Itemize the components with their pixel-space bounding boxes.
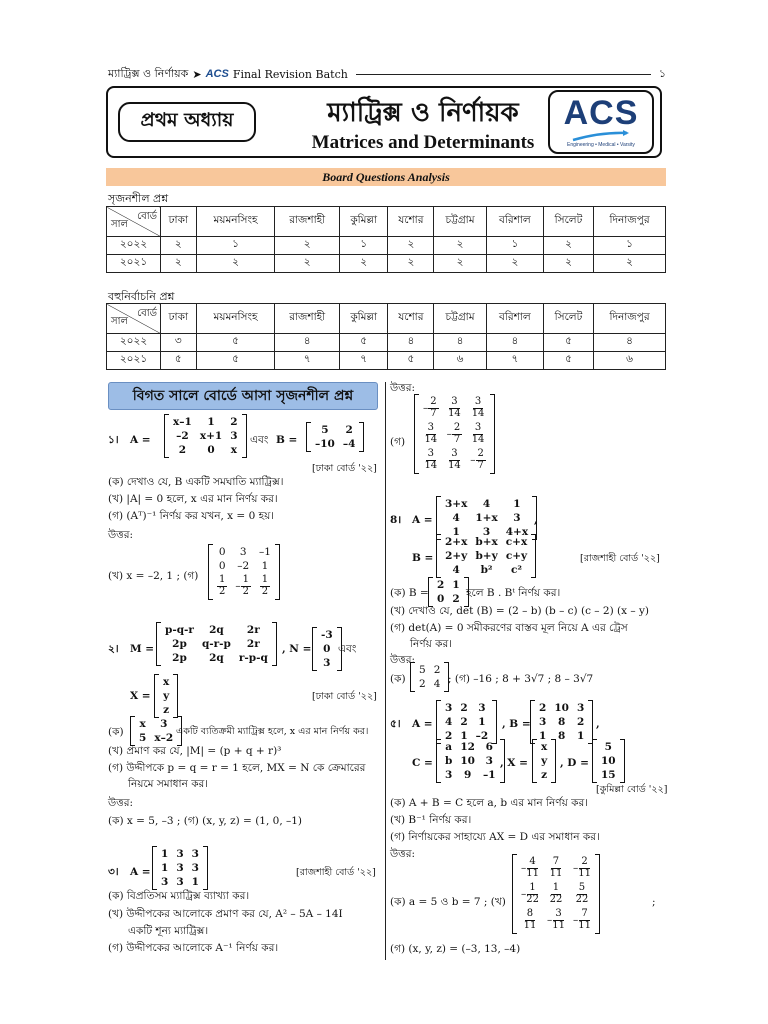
count-cell: ৭ <box>486 352 543 370</box>
board-header-6: বরিশাল <box>486 304 543 334</box>
matrix-entry: $\frac{3}{14}$ <box>471 422 485 445</box>
matrix-entry: r-p-q <box>238 652 268 664</box>
matrix-entry: 1 <box>478 716 486 728</box>
matrix-entry: – $\frac{4}{11}$ <box>521 856 539 879</box>
matrix-entry: z <box>541 769 548 781</box>
q2-n-label: , N = <box>282 643 312 655</box>
q2-part-kha: (খ) প্রমাণ কর যে, |M| = (p + q + r)³ <box>108 745 282 757</box>
count-cell: ২ <box>275 255 340 273</box>
chapter-title-box <box>106 86 662 158</box>
matrix-entry: 5 <box>321 424 329 436</box>
matrix-entry: 2q <box>209 652 224 664</box>
board-header-7: সিলেট <box>543 304 593 334</box>
count-cell: ৬ <box>434 352 486 370</box>
matrix-entry: c+y <box>505 550 528 562</box>
matrix-entry: 4 <box>482 498 491 510</box>
matrix-entry: y <box>541 755 548 767</box>
q1-answer: (খ) x = –2, 1 ; (গ) <box>108 570 199 582</box>
q5-part-kha: (খ) B⁻¹ নির্ণয় কর। <box>390 814 472 826</box>
matrix-entry: 2q <box>209 624 224 636</box>
corner-cell: বোর্ড সাল <box>107 304 161 334</box>
q1-cont-answer-label: উত্তর: <box>390 382 416 394</box>
q1-matrix-a <box>164 414 247 458</box>
matrix-entry: b <box>445 755 453 767</box>
matrix-entry: 3 <box>445 702 453 714</box>
q5-board-source: [কুমিল্লা বোর্ড '২২] <box>596 784 668 795</box>
matrix-entry: q-r-p <box>201 638 231 650</box>
matrix-entry: 2 <box>445 730 453 742</box>
count-cell: ৫ <box>161 352 197 370</box>
q4-answer-prefix: (ক) <box>390 673 406 685</box>
creative-label: সৃজনশীল প্রশ্ন <box>108 192 169 205</box>
batch-name: Final Revision Batch <box>232 67 348 81</box>
q2-matrix-x <box>154 674 178 718</box>
count-cell: ৬ <box>594 352 666 370</box>
count-cell: ৫ <box>196 334 275 352</box>
q3-part-ga: (গ) উদ্দীপকের আলোকে A⁻¹ নির্ণয় কর। <box>108 942 279 954</box>
matrix-entry: x–1 <box>173 416 192 428</box>
matrix-entry: x <box>230 444 237 456</box>
section-heading: বিগত সালে বোর্ডে আসা সৃজনশীল প্রশ্ন <box>108 382 378 410</box>
matrix-entry: c² <box>511 564 522 576</box>
q2-number: ২। <box>108 643 119 655</box>
q1-number: ১। <box>108 434 119 446</box>
acs-mini-logo: ACS <box>205 68 229 80</box>
table-header-row <box>107 207 666 237</box>
matrix-entry: 1 <box>191 876 199 888</box>
count-cell: ২ <box>434 237 486 255</box>
matrix-entry: 3 <box>191 848 199 860</box>
board-header-2: রাজশাহী <box>275 207 340 237</box>
running-header <box>108 66 666 82</box>
matrix-entry: – $\frac{2}{11}$ <box>572 856 591 879</box>
q5-answer-line2: (গ) (x, y, z) = (–3, 13, –4) <box>390 943 521 955</box>
q1-answer-matrix <box>208 544 280 600</box>
matrix-entry: 3 <box>160 718 168 730</box>
q2-answer-label: উত্তর: <box>108 797 134 809</box>
matrix-entry: p-q-r <box>165 624 194 636</box>
matrix-entry: 2 <box>419 678 426 690</box>
logo-subtitle: Engineering • Medical • Varsity <box>567 142 635 148</box>
breadcrumb: ম্যাট্রিক্স ও নির্ণায়ক <box>108 66 189 80</box>
q5-answer-label: উত্তর: <box>390 848 416 860</box>
q1-a-label: A = <box>130 434 151 446</box>
q2-part-ga-line2: নিয়মে সমাধান কর। <box>128 778 209 790</box>
q2-part-ka: একটি ব্যতিক্রমী ম্যাট্রিক্স হলে, x এর মান নির্ণয় কর। <box>176 726 369 737</box>
matrix-entry: b+x <box>475 536 498 548</box>
matrix-entry: 15 <box>601 769 616 781</box>
matrix-entry: x–2 <box>154 732 174 744</box>
matrix-entry: b² <box>480 564 493 576</box>
matrix-entry: – $\frac{2}{7}$ <box>423 396 437 419</box>
matrix-entry: 3 <box>239 546 247 558</box>
q5-matrix-d <box>592 739 625 783</box>
q4-answer-matrix <box>410 662 449 692</box>
count-cell: ১ <box>486 237 543 255</box>
matrix-entry: 3 <box>576 702 585 714</box>
q4-board-source: [রাজশাহী বোর্ড '২২] <box>580 553 660 564</box>
year-cell: ২০২১ <box>107 352 161 370</box>
q2-part-ka-prefix: (ক) <box>108 726 124 738</box>
matrix-entry: 9 <box>464 769 472 781</box>
q5-matrix-b <box>530 700 593 744</box>
count-cell: ২ <box>340 255 388 273</box>
board-header-5: চট্টগ্রাম <box>434 207 486 237</box>
count-cell: ২ <box>543 255 593 273</box>
q5-c-label: C = <box>412 757 433 769</box>
matrix-entry: x+1 <box>199 430 223 442</box>
title-english: Matrices and Determinants <box>311 132 535 153</box>
q5-matrix-a <box>436 700 497 744</box>
matrix-entry: $\frac{3}{14}$ <box>448 448 461 471</box>
matrix-entry: 1 <box>539 730 547 742</box>
matrix-entry: $\frac{3}{14}$ <box>424 422 438 445</box>
chapter-badge: প্রথম অধ্যায় <box>118 102 256 142</box>
matrix-entry: $\frac{3}{14}$ <box>471 396 485 419</box>
q3-part-kha-line2: একটি শূন্য ম্যাট্রিক্স। <box>128 925 209 937</box>
q4-matrix-b <box>436 534 536 578</box>
matrix-entry: x <box>163 676 170 688</box>
board-header-0: ঢাকা <box>161 207 197 237</box>
arrow-icon: ➤ <box>192 67 202 81</box>
matrix-entry: y <box>163 690 170 702</box>
q5-x-label: , X = <box>500 757 528 769</box>
matrix-entry: 3 <box>323 657 331 669</box>
matrix-entry: 3 <box>176 848 184 860</box>
matrix-entry: 3 <box>176 862 184 874</box>
matrix-entry: 4 <box>452 512 460 524</box>
q1-matrix-b <box>306 422 364 452</box>
matrix-entry: 2 <box>433 664 441 676</box>
matrix-entry: 3+x <box>445 498 468 510</box>
count-cell: ৪ <box>434 334 486 352</box>
column-divider <box>385 382 386 960</box>
board-header-4: যশোর <box>388 304 434 334</box>
matrix-entry: 1 <box>513 498 521 510</box>
q5-comma: , <box>596 718 600 730</box>
matrix-entry: 0 <box>323 643 331 655</box>
q3-a-label: A = <box>130 866 151 878</box>
logo-swoosh-icon <box>571 130 631 142</box>
matrix-entry: 2 <box>460 702 468 714</box>
count-cell: ১ <box>594 237 666 255</box>
title-bengali: ম্যাট্রিক্স ও নির্ণায়ক <box>327 98 519 128</box>
board-header-1: ময়মনসিংহ <box>196 304 275 334</box>
matrix-entry: $\frac{7}{11}$ <box>549 856 563 879</box>
q5-answer-end: ; <box>652 896 656 908</box>
q1-board-source: [ঢাকা বোর্ড '২২] <box>312 463 377 474</box>
matrix-entry: 2 <box>437 579 445 591</box>
creative-table <box>106 206 666 273</box>
count-cell: ৪ <box>388 334 434 352</box>
count-cell: ২ <box>543 237 593 255</box>
matrix-entry: 2 <box>230 416 238 428</box>
matrix-entry: 1 <box>452 579 460 591</box>
matrix-entry: 2p <box>172 652 187 664</box>
matrix-entry: b+y <box>475 550 498 562</box>
board-header-4: যশোর <box>388 207 434 237</box>
matrix-entry: a <box>445 741 453 753</box>
matrix-entry: 8 <box>557 716 566 728</box>
matrix-entry: $\frac{3}{14}$ <box>448 396 461 419</box>
matrix-entry: 5 <box>604 741 612 753</box>
q4-part-ga-line1: (গ) det(A) = 0 সমীকরণের বাস্তব মূল নিয়ে A এর ট্রেস <box>390 622 628 634</box>
matrix-entry: – $\frac{3}{11}$ <box>546 908 565 931</box>
matrix-entry: 2r <box>246 624 260 636</box>
matrix-entry: $\frac{8}{11}$ <box>523 908 537 931</box>
q2-matrix-m <box>156 622 277 666</box>
board-header-2: রাজশাহী <box>275 304 340 334</box>
q5-answer-matrix <box>512 854 600 934</box>
mcq-table <box>106 303 666 370</box>
matrix-entry: 12 <box>460 741 475 753</box>
q2-answer: (ক) x = 5, –3 ; (গ) (x, y, z) = (1, 0, –1) <box>108 815 303 827</box>
count-cell: ২ <box>275 237 340 255</box>
matrix-entry: 2 <box>452 593 460 605</box>
count-cell: ৫ <box>388 352 434 370</box>
matrix-entry: 3 <box>539 716 547 728</box>
matrix-entry: 5 <box>419 664 426 676</box>
q3-number: ৩। <box>108 866 119 878</box>
matrix-entry: 0 <box>218 560 226 572</box>
count-cell: ২ <box>161 237 197 255</box>
q4-ka-matrix <box>428 577 469 607</box>
matrix-entry: 1 <box>452 526 460 538</box>
count-cell: ২ <box>161 255 197 273</box>
q4-comma: , <box>534 514 538 526</box>
count-cell: ৭ <box>340 352 388 370</box>
matrix-entry: – $\frac{1}{22}$ <box>521 882 539 905</box>
table-row <box>107 334 666 352</box>
q5-part-ka: (ক) A + B = C হলে a, b এর মান নির্ণয় কর। <box>390 797 588 809</box>
q5-d-label: , D = <box>560 757 589 769</box>
matrix-entry: x <box>541 741 548 753</box>
matrix-entry: 2 <box>178 444 187 456</box>
q4-b-label: B = <box>412 552 434 564</box>
count-cell: ২ <box>196 255 275 273</box>
matrix-entry: 10 <box>601 755 616 767</box>
matrix-entry: 1 <box>161 848 169 860</box>
board-header-5: চট্টগ্রাম <box>434 304 486 334</box>
count-cell: ৫ <box>543 334 593 352</box>
matrix-entry: 3 <box>161 876 169 888</box>
q4-part-ka-prefix: (ক) B = <box>390 587 429 599</box>
count-cell: ২ <box>388 237 434 255</box>
matrix-entry: 3 <box>230 430 238 442</box>
matrix-entry: 3 <box>176 876 184 888</box>
matrix-entry: x <box>139 718 146 730</box>
matrix-entry: 4 <box>445 716 453 728</box>
q2-part-ga-line1: (গ) উদ্দীপকে p = q = r = 1 হলে, MX = N কে ক্রেমারের <box>108 762 366 774</box>
matrix-entry: $\frac{1}{2}$ <box>219 574 226 597</box>
q4-answer: ; (গ) –16 ; 8 + 3√7 ; 8 – 3√7 <box>448 673 594 685</box>
count-cell: ৪ <box>486 334 543 352</box>
q4-number: 8। <box>390 514 402 526</box>
matrix-entry: 2+x <box>445 536 468 548</box>
matrix-entry: 1 <box>576 730 585 742</box>
corner-cell: বোর্ড সাল <box>107 207 161 237</box>
matrix-entry: 3 <box>482 526 491 538</box>
year-cell: ২০২২ <box>107 334 161 352</box>
matrix-entry: 8 <box>557 730 566 742</box>
acs-logo <box>548 90 654 154</box>
matrix-entry: 0 <box>437 593 445 605</box>
q5-matrix-c <box>436 739 505 783</box>
table-row <box>107 352 666 370</box>
matrix-entry: 3 <box>485 755 493 767</box>
count-cell: ২ <box>388 255 434 273</box>
board-header-1: ময়মনসিংহ <box>196 207 275 237</box>
count-cell: ১ <box>340 237 388 255</box>
header-rule <box>356 74 651 75</box>
matrix-entry: 3 <box>478 702 486 714</box>
q2-m-label: M = <box>130 643 155 655</box>
matrix-entry: – $\frac{2}{7}$ <box>446 422 461 445</box>
q2-and: এবং <box>338 643 357 655</box>
matrix-entry: 3 <box>513 512 521 524</box>
matrix-entry: 0 <box>218 546 226 558</box>
count-cell: ১ <box>196 237 275 255</box>
q5-part-ga: (গ) নির্ণায়কের সাহায্যে AX = D এর সমাধান কর। <box>390 831 600 843</box>
matrix-entry: 1 <box>161 862 169 874</box>
table-header-row <box>107 304 666 334</box>
matrix-entry: 2p <box>172 638 187 650</box>
q3-part-ka: (ক) বিপ্রতিসম ম্যাট্রিক্স ব্যাখ্যা কর। <box>108 890 250 902</box>
board-analysis-title: Board Questions Analysis <box>106 168 666 186</box>
table-row <box>107 237 666 255</box>
mcq-label: বহুনির্বাচনি প্রশ্ন <box>108 290 175 303</box>
q5-matrix-x <box>532 739 556 783</box>
q3-part-kha-line1: (খ) উদ্দীপকের আলোকে প্রমাণ কর যে, A² – 5A – 14I <box>108 908 343 920</box>
board-header-8: দিনাজপুর <box>594 304 666 334</box>
q4-part-kha: (খ) দেখাও যে, det (B) = (2 – b) (b – c) (c – 2) (x – y) <box>390 605 649 617</box>
q5-number: ৫। <box>390 718 401 730</box>
page-number: ১ <box>658 66 666 80</box>
q5-answer-line1: (ক) a = 5 ও b = 7 ; (খ) <box>390 896 506 908</box>
matrix-entry: c+x <box>505 536 528 548</box>
q1-cont-ga: (গ) <box>390 436 406 448</box>
count-cell: ৫ <box>196 352 275 370</box>
matrix-entry: 1 <box>460 730 468 742</box>
matrix-entry: 10 <box>554 702 569 714</box>
q1-part-ga: (গ) (Aᵀ)⁻¹ নির্ণয় কর যখন, x = 0 হয়। <box>108 510 275 522</box>
matrix-entry: 2 <box>539 702 547 714</box>
count-cell: ২ <box>486 255 543 273</box>
matrix-entry: 2+y <box>445 550 468 562</box>
matrix-entry: – $\frac{2}{7}$ <box>470 448 484 471</box>
matrix-entry: 2 <box>460 716 468 728</box>
matrix-entry: 4+x <box>505 526 529 538</box>
count-cell: ৪ <box>275 334 340 352</box>
matrix-entry: –1 <box>482 769 496 781</box>
q1-inverse-matrix <box>414 394 495 474</box>
q1-part-kha: (খ) |A| = 0 হলে, x এর মান নির্ণয় কর। <box>108 493 278 505</box>
matrix-entry: 1 <box>207 416 215 428</box>
q1-part-ka: (ক) দেখাও যে, B একটি সমঘাতি ম্যাট্রিক্স। <box>108 476 284 488</box>
count-cell: ৪ <box>594 334 666 352</box>
matrix-entry: 1 <box>261 560 269 572</box>
year-cell: ২০২২ <box>107 237 161 255</box>
q4-part-ga-line2: নির্ণয় কর। <box>410 638 453 650</box>
count-cell: ৭ <box>275 352 340 370</box>
board-header-7: সিলেট <box>543 207 593 237</box>
q4-answer-label: উত্তর: <box>390 654 416 666</box>
matrix-entry: 6 <box>485 741 493 753</box>
matrix-entry: 4 <box>452 564 460 576</box>
count-cell: ৩ <box>161 334 197 352</box>
q2-board-source: [ঢাকা বোর্ড '২২] <box>312 691 377 702</box>
matrix-entry: -3 <box>321 629 333 641</box>
q1-and: এবং <box>250 434 269 446</box>
count-cell: ৫ <box>543 352 593 370</box>
matrix-entry: 2r <box>246 638 260 650</box>
board-header-8: দিনাজপুর <box>594 207 666 237</box>
count-cell: ৫ <box>340 334 388 352</box>
matrix-entry: $\frac{5}{22}$ <box>575 882 589 905</box>
matrix-entry: 10 <box>460 755 475 767</box>
matrix-entry: z <box>163 704 170 716</box>
matrix-entry: 2 <box>345 424 353 436</box>
matrix-entry: 3 <box>445 769 453 781</box>
matrix-entry: – $\frac{1}{2}$ <box>235 574 249 597</box>
count-cell: ২ <box>594 255 666 273</box>
board-header-3: কুমিল্লা <box>340 207 388 237</box>
q1-b-label: B = <box>276 434 298 446</box>
logo-text: ACS <box>563 94 639 132</box>
matrix-entry: –2 <box>237 560 250 572</box>
board-header-6: বরিশাল <box>486 207 543 237</box>
q2-x-label: X = <box>130 690 151 702</box>
matrix-entry: –2 <box>475 730 489 742</box>
matrix-entry: 4 <box>433 678 441 690</box>
board-header-0: ঢাকা <box>161 304 197 334</box>
matrix-entry: –4 <box>342 438 356 450</box>
q2-ka-matrix <box>130 716 182 746</box>
matrix-entry: 3 <box>191 862 199 874</box>
matrix-entry: –1 <box>259 546 271 558</box>
matrix-entry: – $\frac{7}{11}$ <box>572 908 591 931</box>
matrix-entry: 5 <box>139 732 147 744</box>
matrix-entry: $\frac{3}{14}$ <box>424 448 438 471</box>
q4-a-label: A = <box>412 514 433 526</box>
count-cell: ২ <box>434 255 486 273</box>
year-cell: ২০২১ <box>107 255 161 273</box>
q5-a-label: A = <box>412 718 433 730</box>
q3-matrix-a <box>152 846 208 890</box>
q5-b-label: , B = <box>502 718 531 730</box>
matrix-entry: $\frac{1}{22}$ <box>549 882 563 905</box>
matrix-entry: –2 <box>176 430 189 442</box>
q4-part-ka: হলে B . Bᵗ নির্ণয় কর। <box>466 587 561 599</box>
matrix-entry: 1+x <box>475 512 498 524</box>
q1-answer-label: উত্তর: <box>108 529 134 541</box>
matrix-entry: 2 <box>576 716 585 728</box>
table-row <box>107 255 666 273</box>
board-header-3: কুমিল্লা <box>340 304 388 334</box>
matrix-entry: $\frac{1}{2}$ <box>261 574 269 597</box>
matrix-entry: 0 <box>207 444 215 456</box>
q3-board-source: [রাজশাহী বোর্ড '২২] <box>296 867 376 878</box>
matrix-entry: –10 <box>315 438 335 450</box>
